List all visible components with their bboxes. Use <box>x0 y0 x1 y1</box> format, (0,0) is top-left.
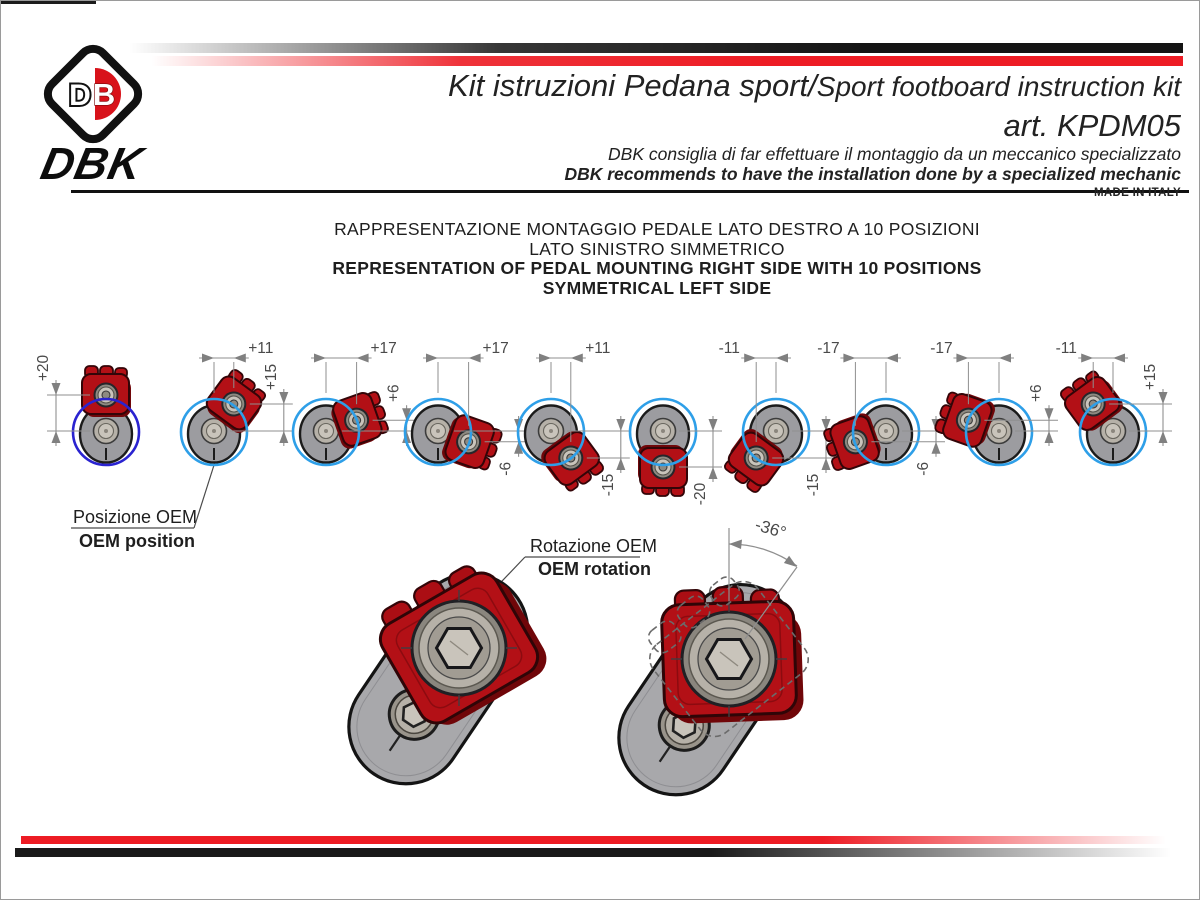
oem-rotation-pedal <box>327 549 554 806</box>
pedal-block-glyph <box>82 366 131 417</box>
note-english: DBK recommends to have the installation done by a specialized mechanic <box>564 164 1181 184</box>
pedal-position-7 <box>719 340 835 496</box>
pedal-position-8 <box>817 340 945 476</box>
oem-rotation-label-en: OEM rotation <box>538 559 651 579</box>
note-italian: DBK consiglia di far effettuare il montaggio da un meccanico specializzato <box>608 144 1181 164</box>
horizontal-offset-label: -11 <box>718 340 740 357</box>
dbk-logo <box>37 43 150 189</box>
vertical-offset-label: -6 <box>497 461 515 476</box>
pedal-position-1 <box>35 354 139 465</box>
callout-leaders <box>71 462 640 621</box>
oem-position-label-it: Posizione OEM <box>73 507 198 527</box>
horizontal-offset-label: -17 <box>930 340 953 357</box>
oem-rotation-label-it: Rotazione OEM <box>530 536 658 556</box>
pedal-position-4 <box>405 340 528 476</box>
svg-text:D: D <box>69 79 91 112</box>
title-italian: Kit istruzioni Pedana sport <box>448 68 809 103</box>
heading-line-1-en: REPRESENTATION OF PEDAL MOUNTING RIGHT SIDE WITH 10 POSITIONS <box>332 258 982 278</box>
rotation-angle-label: -36° <box>752 515 789 543</box>
rotated-pedal <box>597 562 820 817</box>
vertical-offset-label: -15 <box>805 473 822 497</box>
vertical-offset-label: -6 <box>915 461 932 476</box>
pedal-block-glyph <box>638 445 687 496</box>
heading-line-2-en: SYMMETRICAL LEFT SIDE <box>542 277 772 298</box>
made-in-italy-label: MADE IN ITALY <box>1094 187 1181 199</box>
heading-line-2-it: LATO SINISTRO SIMMETRICO <box>529 238 785 259</box>
horizontal-offset-label: +17 <box>370 340 397 357</box>
title-separator: / <box>808 68 817 103</box>
pedal-position-5 <box>518 340 630 496</box>
horizontal-offset-label: +11 <box>248 340 274 357</box>
vertical-offset-label: +15 <box>1142 363 1159 391</box>
pedal-position-3 <box>293 340 416 465</box>
horizontal-offset-label: +17 <box>482 340 509 357</box>
pedal-position-2 <box>181 340 293 465</box>
horizontal-offset-label: -11 <box>1055 340 1077 357</box>
title-english: Sport footboard instruction kit <box>816 71 1181 102</box>
vertical-offset-label: +15 <box>262 363 280 391</box>
heading-line-1-it: RAPPRESENTAZIONE MONTAGGIO PEDALE LATO DESTRO A 10 POSIZIONI <box>334 219 980 239</box>
vertical-offset-label: -15 <box>599 473 617 497</box>
vertical-offset-label: +20 <box>35 354 52 382</box>
svg-text:DBK: DBK <box>36 138 148 189</box>
pedal-position-9 <box>930 340 1058 465</box>
oem-position-leader <box>194 462 215 528</box>
horizontal-offset-label: +11 <box>585 340 611 357</box>
article-code: art. KPDM05 <box>1003 108 1181 143</box>
technical-drawing <box>1 1 1200 900</box>
svg-text:B: B <box>92 77 116 112</box>
vertical-offset-label: +6 <box>385 384 403 403</box>
vertical-offset-label: -20 <box>692 482 709 506</box>
oem-position-label-en: OEM position <box>79 531 195 551</box>
pedal-position-6 <box>630 399 722 505</box>
logo-wordmark <box>37 138 150 188</box>
pedal-position-10 <box>1056 340 1172 465</box>
vertical-offset-label: +6 <box>1028 384 1045 403</box>
horizontal-offset-label: -17 <box>817 340 840 357</box>
